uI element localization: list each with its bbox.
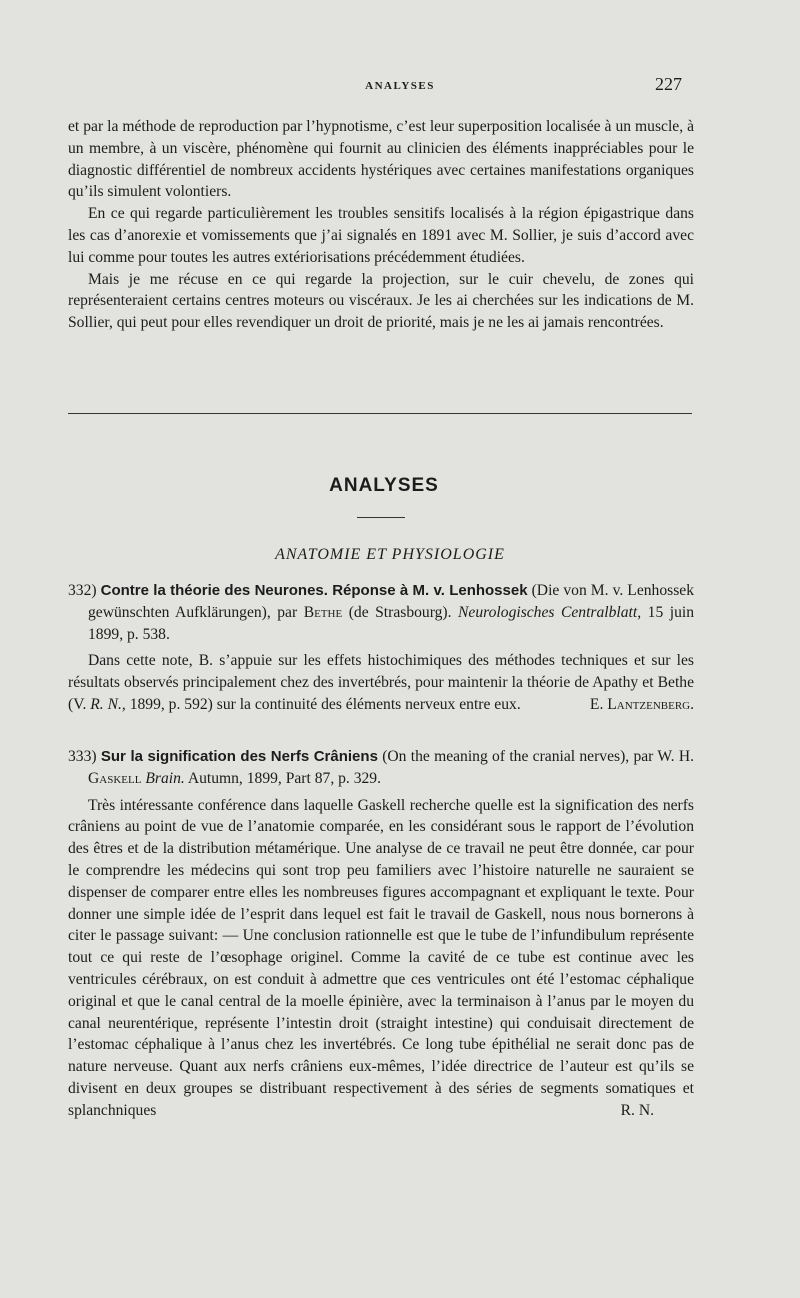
entry-333-body: Très intéressante conférence dans laquelle Gaskell recherche quelle est la signification des nerfs crâniens au point de vue de l’anatomie comparée, en les considérant sous le rapport de l’évolution des êtres et de la distribution métamérique. Une analyse de ce travail ne peut être donnée, car pour le comprendre les médecins qui sont trop peu familiers avec l’histoire naturelle ne sauraient se dispenser de comparer entre elles les nombreuses figures accompagnant et expliquant le texte. Pour donner une simple idée de l’esprit dans lequel est fait le travail de Gaskell, nous nous bornerons à citer le passage suivant: — Une conclusion rationnelle est que le tube de l’infundibulum représente tout ce qui reste de l’œsophage originel. Comme la cavité de ce tube est continue avec les ventricules cérébraux, on est conduit à admettre que ces ventricules ont été l’estomac céphalique original et que le canal central de la moelle épinière, avec la terminaison à l’anus par le moyen du canal neurentérique, représente l’intestin droit (straight intestine) qui conduisait directement de l’estomac céphalique à l’anus chez les invertébrés. Ce long tube épithélial ne serait donc pas de nature nerveuse. Quant aux nerfs crâniens eux-mêmes, l’idée directrice de l’auteur est qu’ils se divisent en deux groupes se distribuant respectivement à des séries de segments somatiques et splanchniques R. N.	[68, 795, 694, 1122]
section-title: ANALYSES	[329, 475, 439, 496]
entry-332	[68, 580, 694, 716]
entry-signature: E. Lantzenberg.	[589, 695, 694, 713]
entry-reference-2: Autumn, 1899, Part 87, p. 329.	[187, 769, 381, 787]
entry-journal: Neurologisches Centralblatt,	[458, 603, 642, 621]
entry-number: 333)	[68, 748, 97, 765]
paragraph-epigastric: En ce qui regarde particulièrement les troubles sensitifs localisés à la région épigastrique dans les cas d’anorexie et vomissements que j’ai signalés en 1891 avec M. Sollier, je suis d’accord avec lui comme pour toutes les autres extériorisations précédemment étudiées.	[68, 205, 694, 266]
section-divider	[68, 413, 692, 414]
entry-journal: Brain.	[145, 769, 185, 787]
entry-333	[68, 746, 694, 1122]
entry-reference: (Die von M. v. Lenhossek gewünschten Aufklärungen), par	[88, 582, 694, 621]
entry-signature: R. N.	[620, 1101, 654, 1119]
entry-title: Contre la théorie des Neurones. Réponse à M. v. Lenhossek	[100, 582, 528, 599]
entry-number: 332)	[68, 582, 97, 599]
page-number: 227	[655, 74, 682, 94]
continued-text	[68, 116, 694, 334]
entry-reference-3: 15 juin 1899, p. 538.	[88, 603, 694, 643]
title-underline	[357, 517, 405, 518]
entry-333-heading	[68, 746, 694, 790]
entry-author: Gaskell	[88, 769, 142, 787]
paragraph-continued: et par la méthode de reproduction par l’hypnotisme, c’est leur superposition localisée à un muscle, à un membre, à un viscère, phénomène qui fournit au clinicien des éléments inappréciables pour le diagnostic différentiel de nombreux accidents hystériques avec certaines manifestations organiques qu’ils simulent volontiers.	[68, 118, 694, 201]
entry-reference-2: (de Strasbourg).	[348, 603, 452, 621]
paragraph-projection: Mais je me récuse en ce qui regarde la projection, sur le cuir chevelu, de zones qui représenteraient certains centres moteurs ou viscéraux. Je les ai cherchées sur les indications de M. Sollier, qui peut pour elles revendiquer un droit de priorité, mais je ne les ai jamais rencontrées.	[68, 270, 694, 332]
entry-reference: (On the meaning of the cranial nerves), par W. H.	[382, 748, 694, 765]
entry-332-body: Dans cette note, B. s’appuie sur les effets histochimiques des méthodes techniques et sur les résultats observés principalement chez des invertébrés, pour maintenir la théorie de Apathy et Bethe (V. R. N., 1899, p. 592) sur la continuité des éléments nerveux entre eux. E. Lantzenberg.	[68, 650, 694, 715]
entry-332-heading	[68, 580, 694, 645]
entry-title: Sur la signification des Nerfs Crâniens	[100, 748, 378, 765]
subsection-title: ANATOMIE ET PHYSIOLOGIE	[275, 546, 505, 563]
entry-author: Bethe	[303, 603, 343, 621]
running-title: ANALYSES	[365, 80, 435, 92]
